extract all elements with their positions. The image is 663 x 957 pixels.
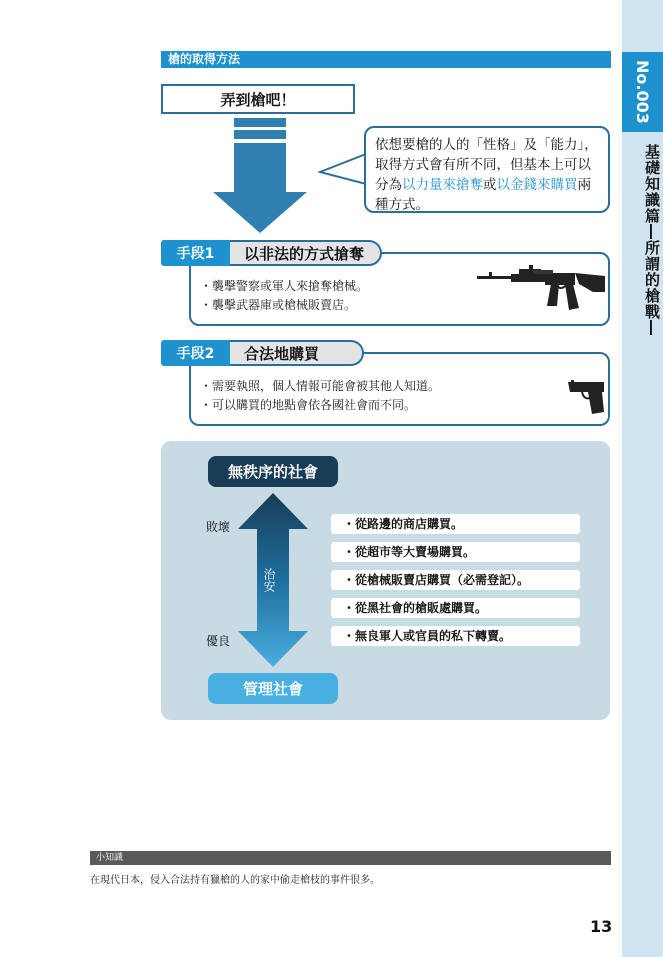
section-title: 槍的取得方法 xyxy=(168,52,241,66)
pistol-icon xyxy=(566,378,606,416)
source-item: ・從路邊的商店購買。 xyxy=(331,514,580,534)
source-item: ・從黑社會的槍販處購買。 xyxy=(331,598,580,618)
page-number: 13 xyxy=(590,917,613,936)
method-2-tab: 手段2 xyxy=(161,340,230,366)
method-1-title: 以非法的方式搶奪 xyxy=(230,240,382,266)
source-item: ・無良軍人或官員的私下轉賣。 xyxy=(331,626,580,646)
method-1-bullet-2: ・襲擊武器庫或槍械販賣店。 xyxy=(200,298,357,312)
explanation-bubble xyxy=(364,126,610,213)
down-arrow-icon xyxy=(212,116,308,234)
bubble-highlight-money: 以金錢來購買 xyxy=(496,177,578,193)
method-2-title: 合法地購買 xyxy=(230,340,364,366)
method-2-bullet-1: ・需要執照，個人情報可能會被其他人知道。 xyxy=(200,379,441,393)
source-item: ・從超市等大賣場購買。 xyxy=(331,542,580,562)
chapter-title-vertical: 基礎知識篇―所謂的槍戰― xyxy=(643,144,661,336)
bubble-pointer xyxy=(318,150,368,190)
tip-header-bar xyxy=(90,851,611,865)
tip-label: 小知識 xyxy=(96,853,124,863)
security-label: 治安 xyxy=(262,568,276,592)
bubble-text-3: 兩種方式。 xyxy=(375,177,591,213)
bubble-text-1: 依想要槍的人的「性格」及「能力」，取得方式會有所不同，但基本上可以分為 xyxy=(375,137,598,193)
source-item: ・從槍械販賣店購買（必需登記）。 xyxy=(331,570,580,590)
method-2-bullet-2: ・可以購買的地點會依各國社會而不同。 xyxy=(200,398,417,412)
label-good: 優良 xyxy=(206,634,231,648)
goal-box: 弄到槍吧！ xyxy=(161,84,355,114)
label-bad: 敗壞 xyxy=(206,520,231,534)
method-1-bullet-1: ・襲擊警察或軍人來搶奪槍械。 xyxy=(200,279,369,293)
method-1-tab: 手段1 xyxy=(161,240,230,266)
bubble-text-2: 或 xyxy=(483,177,497,193)
rifle-icon xyxy=(475,262,607,314)
managed-society-label: 管理社會 xyxy=(208,673,338,704)
bubble-highlight-force: 以力量來搶奪 xyxy=(402,177,483,193)
tip-text: 在現代日本，侵入合法持有獵槍的人的家中偷走槍枝的事件很多。 xyxy=(90,875,380,886)
chapter-number: No.003 xyxy=(622,52,663,132)
disorder-society-label: 無秩序的社會 xyxy=(208,456,338,487)
